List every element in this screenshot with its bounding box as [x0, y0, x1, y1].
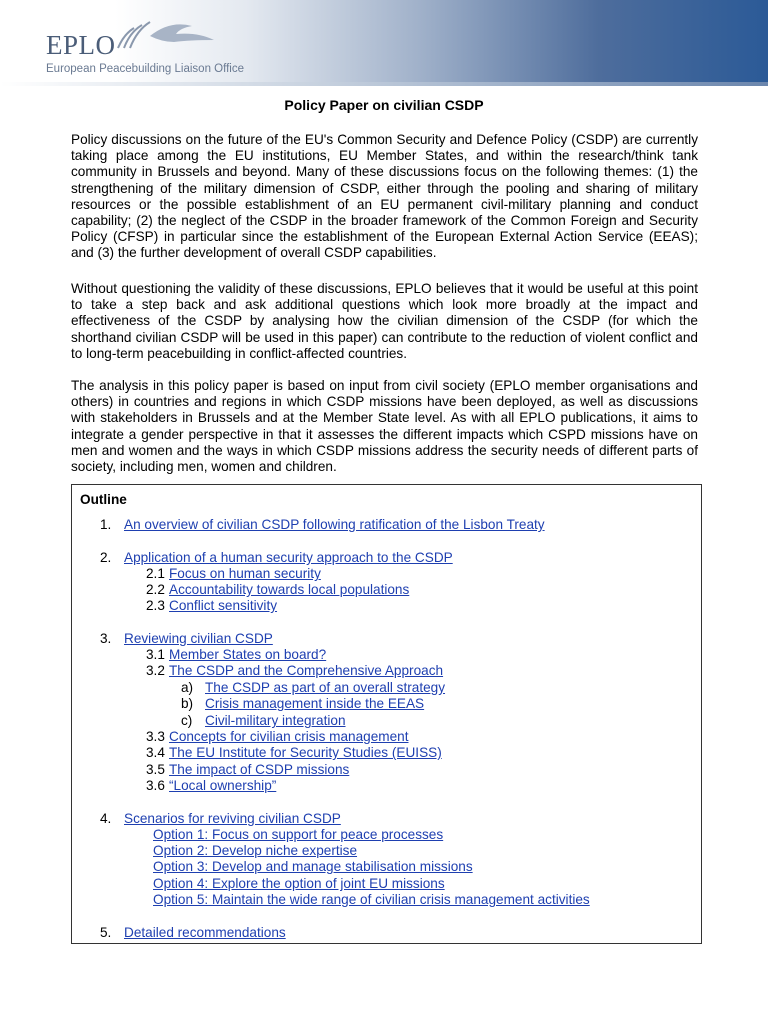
outline-item-number: 3. — [100, 631, 112, 646]
outline-item-number: 3.5 — [146, 762, 165, 777]
outline-item-number: 3.4 — [146, 745, 165, 760]
outline-item-number: 2.1 — [146, 566, 165, 581]
outline-heading: Outline — [80, 492, 127, 507]
outline-link[interactable]: Detailed recommendations — [124, 925, 286, 940]
logo-subtitle: European Peacebuilding Liaison Office — [46, 63, 244, 75]
outline-link[interactable]: “Local ownership” — [169, 778, 277, 793]
outline-item-number: 5. — [100, 925, 112, 940]
outline-link[interactable]: The impact of CSDP missions — [169, 762, 350, 777]
outline-link[interactable]: Focus on human security — [169, 566, 321, 581]
outline-link[interactable]: Member States on board? — [169, 647, 327, 662]
outline-item-number: 3.6 — [146, 778, 165, 793]
outline-item-letter: b) — [181, 696, 194, 711]
logo-name: EPLO — [46, 30, 116, 60]
outline-item-number: 2.3 — [146, 598, 165, 613]
outline-link[interactable]: Option 4: Explore the option of joint EU missions — [153, 876, 445, 891]
outline-link[interactable]: Civil-military integration — [205, 713, 346, 728]
outline-link[interactable]: Conflict sensitivity — [169, 598, 278, 613]
outline-link[interactable]: Crisis management inside the EEAS — [205, 696, 425, 711]
outline-box — [71, 484, 702, 944]
outline-item-number: 3.1 — [146, 647, 165, 662]
paragraph-analysis: The analysis in this policy paper is based on input from civil society (EPLO member organisations and others) in countries and regions in which CSDP missions have been deployed, as well as discussions with stakeholders in Brussels and at the Member State level. As with all EPLO publications, it aims to integrate a gender perspective in that it assesses the different impacts which CSPD missions have on men and women and the ways in which CSDP missions address the security needs of different parts of society, including men, women and children. — [71, 378, 698, 475]
outline-item-number: 4. — [100, 811, 112, 826]
paragraph-intro: Policy discussions on the future of the EU's Common Security and Defence Policy (CSDP) are currently taking place among the EU institutions, EU Member States, and within the research/think tank community in Brussels and beyond. Many of these discussions focus on the following themes: (1) the strengthening of the military dimension of CSDP, either through the pooling and sharing of military resources or the possible establishment of an EU permanent civil-military planning and conduct capability; (2) the neglect of the CSDP in the broader framework of the Common Foreign and Security Policy (CFSP) in particular since the establishment of the European External Action Service (EEAS); and (3) the further development of overall CSDP capabilities. — [71, 132, 698, 261]
outline-link[interactable]: The CSDP and the Comprehensive Approach — [169, 663, 444, 678]
bird-wings-icon — [110, 18, 220, 58]
page-title: Policy Paper on civilian CSDP — [284, 97, 484, 113]
outline-link[interactable]: Option 2: Develop niche expertise — [153, 843, 358, 858]
outline-link[interactable]: An overview of civilian CSDP following ratification of the Lisbon Treaty — [124, 517, 545, 532]
outline-link[interactable]: Accountability towards local populations — [169, 582, 410, 597]
header-banner-strip — [0, 82, 768, 86]
outline-item-number: 3.3 — [146, 729, 165, 744]
paragraph-eplo-position: Without questioning the validity of these discussions, EPLO believes that it would be useful at this point to take a step back and ask additional questions which look more broadly at the impact and effectiveness of the CSDP by analysing how the civilian dimension of the CSDP (for which the shorthand civilian CSDP will be used in this paper) can contribute to the reduction of violent conflict and to long-term peacebuilding in conflict-affected countries. — [71, 281, 698, 361]
outline-link[interactable]: Reviewing civilian CSDP — [124, 631, 273, 646]
eplo-logo — [46, 18, 346, 78]
outline-item-letter: a) — [181, 680, 194, 695]
outline-link[interactable]: Concepts for civilian crisis management — [169, 729, 409, 744]
outline-item-number: 3.2 — [146, 663, 165, 678]
outline-link[interactable]: The EU Institute for Security Studies (EUISS) — [169, 745, 442, 760]
outline-link[interactable]: The CSDP as part of an overall strategy — [205, 680, 446, 695]
outline-item-number: 1. — [100, 517, 112, 532]
outline-item-number: 2. — [100, 550, 112, 565]
outline-link[interactable]: Option 5: Maintain the wide range of civilian crisis management activities — [153, 892, 590, 907]
outline-item-number: 2.2 — [146, 582, 165, 597]
outline-link[interactable]: Application of a human security approach to the CSDP — [124, 550, 453, 565]
outline-item-letter: c) — [181, 713, 193, 728]
outline-link[interactable]: Option 3: Develop and manage stabilisation missions — [153, 859, 473, 874]
outline-link[interactable]: Option 1: Focus on support for peace processes — [153, 827, 444, 842]
outline-link[interactable]: Scenarios for reviving civilian CSDP — [124, 811, 341, 826]
